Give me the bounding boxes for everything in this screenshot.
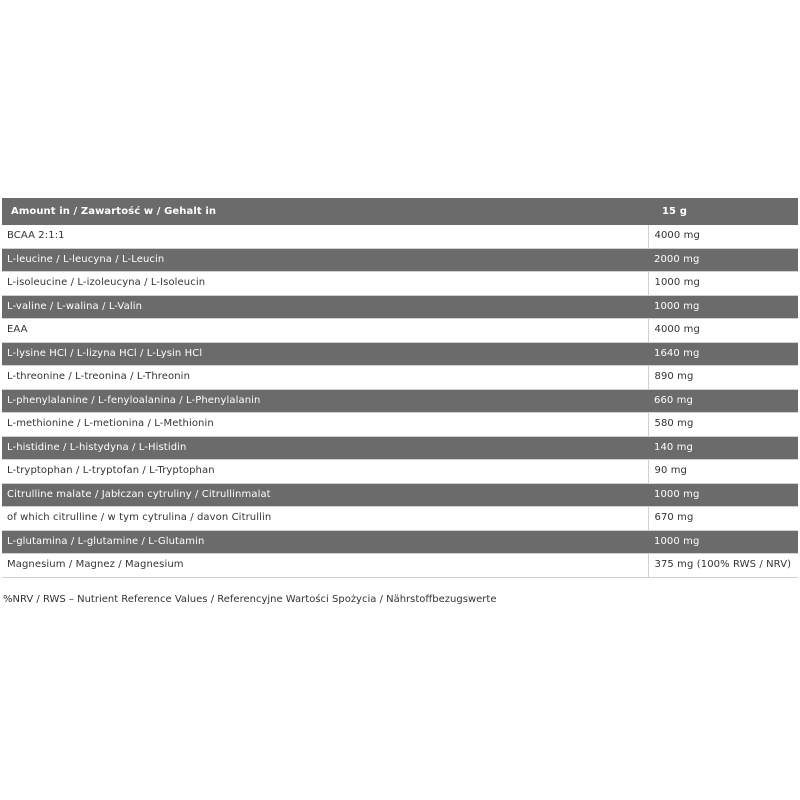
nutrition-table: [2, 198, 798, 578]
ingredient-name: EAA: [2, 319, 648, 343]
header-amount-label: Amount in / Zawartość w / Gehalt in: [11, 206, 217, 217]
ingredient-amount: 1000 mg: [648, 295, 798, 319]
table-row: [2, 413, 798, 437]
ingredient-amount: 660 mg: [648, 389, 798, 413]
ingredient-name: L-isoleucine / L-izoleucyna / L-Isoleucin: [2, 272, 648, 296]
ingredient-amount: 890 mg: [648, 366, 798, 390]
table-row: [2, 389, 798, 413]
ingredient-amount: 375 mg (100% RWS / NRV): [648, 554, 798, 578]
table-row: [2, 248, 798, 272]
ingredient-name: L-tryptophan / L-tryptofan / L-Tryptophan: [2, 460, 648, 484]
ingredient-amount: 90 mg: [648, 460, 798, 484]
table-row: [2, 225, 798, 248]
table-row: [2, 483, 798, 507]
table-row: [2, 272, 798, 296]
ingredient-name: L-threonine / L-treonina / L-Threonin: [2, 366, 648, 390]
table-row: [2, 530, 798, 554]
ingredient-name: L-lysine HCl / L-lizyna HCl / L-Lysin HCl: [2, 342, 648, 366]
ingredient-name: L-glutamina / L-glutamine / L-Glutamin: [2, 530, 648, 554]
ingredient-name: L-methionine / L-metionina / L-Methionin: [2, 413, 648, 437]
footnote: %NRV / RWS – Nutrient Reference Values / Referencyjne Wartości Spożycia / Nährstoffbezugswerte: [3, 594, 497, 605]
table-row: [2, 342, 798, 366]
ingredient-amount: 1000 mg: [648, 272, 798, 296]
ingredient-name: L-phenylalanine / L-fenyloalanina / L-Phenylalanin: [2, 389, 648, 413]
ingredient-name: L-leucine / L-leucyna / L-Leucin: [2, 248, 648, 272]
ingredient-name: Citrulline malate / Jabłczan cytruliny / Citrullinmalat: [2, 483, 648, 507]
ingredient-amount: 1000 mg: [648, 483, 798, 507]
ingredient-name: L-valine / L-walina / L-Valin: [2, 295, 648, 319]
table-row: [2, 460, 798, 484]
table-row: [2, 319, 798, 343]
table-row: [2, 554, 798, 578]
ingredient-name: BCAA 2:1:1: [2, 225, 648, 248]
ingredient-amount: 1000 mg: [648, 530, 798, 554]
table-row: [2, 295, 798, 319]
ingredient-amount: 1640 mg: [648, 342, 798, 366]
ingredient-name: L-histidine / L-histydyna / L-Histidin: [2, 436, 648, 460]
table-row: [2, 507, 798, 531]
ingredient-name: of which citrulline / w tym cytrulina / davon Citrullin: [2, 507, 648, 531]
ingredient-amount: 670 mg: [648, 507, 798, 531]
table-body: [2, 225, 798, 577]
ingredient-name: Magnesium / Magnez / Magnesium: [2, 554, 648, 578]
table-header-row: [2, 198, 798, 225]
ingredient-amount: 2000 mg: [648, 248, 798, 272]
ingredient-amount: 4000 mg: [648, 319, 798, 343]
ingredient-amount: 140 mg: [648, 436, 798, 460]
ingredient-amount: 4000 mg: [648, 225, 798, 248]
table-row: [2, 366, 798, 390]
table-row: [2, 436, 798, 460]
header-serving-size: 15 g: [662, 206, 687, 217]
ingredient-amount: 580 mg: [648, 413, 798, 437]
